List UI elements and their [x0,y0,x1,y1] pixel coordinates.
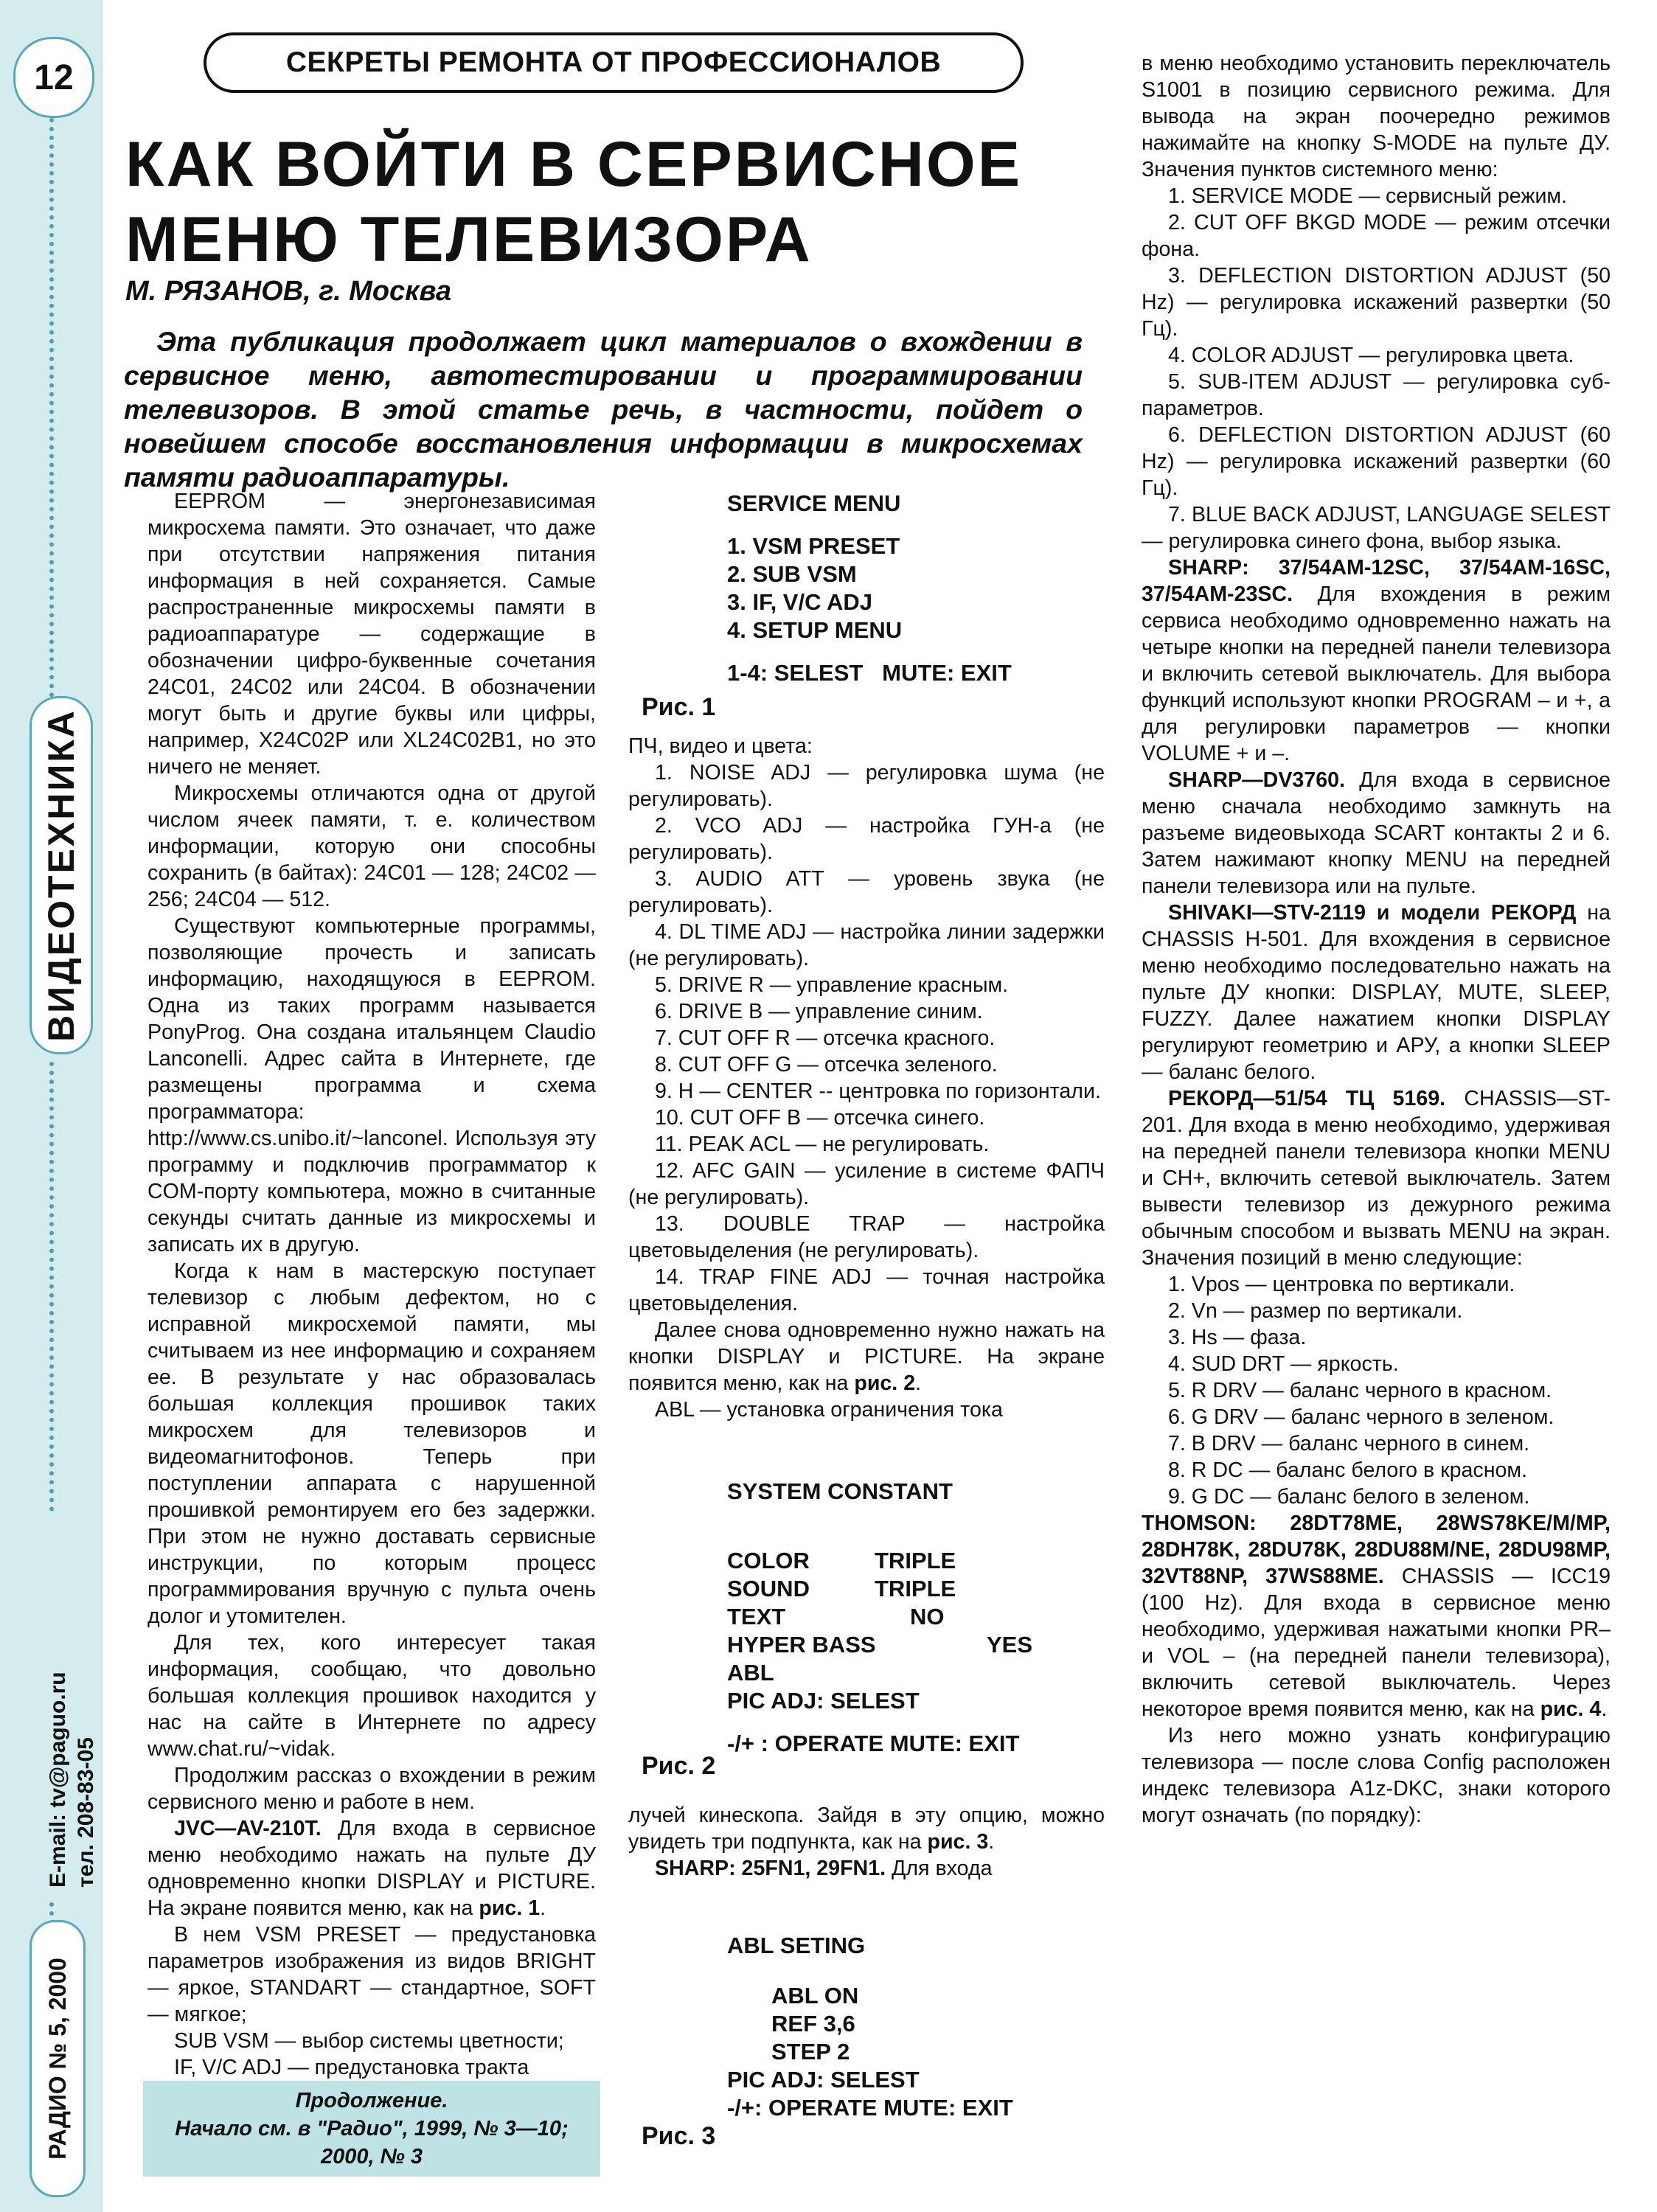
contact-phone: тел. 208-83-05 [74,1737,98,1888]
figure-ref: рис. 2 [854,1371,916,1395]
menu-item: ABL ON [771,1983,859,2008]
screen-footer: 1-4: SELEST MUTE: EXIT [727,660,1012,686]
text: . [988,1830,995,1854]
text: на CHASSIS H-501. Для вхождения в сервисное меню необходимо последовательно нажать на пульте ДУ кнопки: DISPLAY, MUTE, SLEEP, FUZZY. Далее нажатием кнопки DISPLAY регулируют геометрию и АРУ, а кнопки SLEEP — баланс белого. [1142,901,1611,1084]
article-title [125,127,1040,277]
menu-value: NO [910,1604,945,1630]
paragraph: ПЧ, видео и цвета: [628,734,813,758]
menu-item: 1. VSM PRESET [727,533,900,559]
menu-item: STEP 2 [771,2039,850,2065]
text: лучей кинескопа. Зайдя в эту опцию, можно увидеть три подпункта, как на [628,1804,1105,1854]
screen-footer: -/+: OPERATE MUTE: EXIT [727,2095,1013,2121]
title-line-1: КАК ВОЙТИ В СЕРВИСНОЕ [125,129,1023,200]
column-2-bottom [628,1802,1105,1882]
model-heading: SHARP: 37/54AM-12SC, 37/54AM-16SC, 37/54AM-23SC. [1142,556,1611,606]
list-item: 9. H — CENTER -- центровка по горизонтали. [655,1079,1101,1103]
menu-key: SOUND [727,1576,810,1601]
list-item: 13. DOUBLE TRAP — настройка цветовыделения (не регулировать). [628,1212,1105,1262]
figure-3-screen [727,1932,1013,2122]
paragraph: EEPROM — энергонезависимая микросхема памяти. Это означает, что даже при отсутствии напряжения питания информация в ней сохраняется. Самые распространенные микросхемы памяти в радиоаппаратуре — содержащие в обозначении цифро-буквенные сочетания 24C01, 24C02 или 24C04. В обозначении могут быть и другие буквы или цифры, например, X24C02P или XL24C02B1, но это ничего не меняет. [147,490,596,779]
list-item: 9. G DC — баланс белого в зеленом. [1168,1485,1530,1509]
menu-row [727,1575,1081,1603]
model-heading: SHARP—DV3760. [1168,768,1345,792]
section-tag: ВИДЕОТЕХНИКА [29,696,93,1054]
section-header: СЕКРЕТЫ РЕМОНТА ОТ ПРОФЕССИОНАЛОВ [204,32,1024,93]
list-item: 10. CUT OFF B — отсечка синего. [655,1106,985,1130]
model-heading: SHIVAKI—STV-2119 и модели РЕКОРД [1168,901,1577,925]
menu-key: COLOR [727,1548,810,1573]
paragraph: В нем VSM PRESET — предустановка параметров изображения из видов BRIGHT — яркое, STANDART — стандартное, SOFT — мягкое; [147,1923,596,2026]
figure-2-label: Рис. 2 [642,1752,716,1780]
column-2-top [628,733,1105,1423]
text: . [540,1896,546,1920]
list-item: 6. G DRV — баланс черного в зеленом. [1168,1405,1554,1429]
screen-title: SYSTEM CONSTANT [727,1478,953,1504]
list-item: 7. CUT OFF R — отсечка красного. [655,1026,996,1050]
menu-item: 2. SUB VSM [727,561,857,587]
paragraph [628,1855,1105,1882]
figure-ref: рис. 4 [1540,1697,1602,1721]
paragraph [1142,900,1611,1085]
list-item: 6. DRIVE B — управление синим. [655,1000,983,1023]
figure-1-label: Рис. 1 [642,693,716,721]
paragraph: Когда к нам в мастерскую поступает телевизор с любым дефектом, но с исправной микросхемой памяти, мы считываем из нее информацию и сохраняем ее. В результате у нас образовалась большая коллекция прошивок таких микросхем для телевизоров и видеомагнитофонов. Теперь при поступлении аппарата с нарушенной прошивкой ремонтируем его без задержки. При этом не нужно доставать сервисные инструкции, по которым процесс программирования вручную с пульта очень долог и утомителен. [147,1259,596,1628]
menu-row [727,1659,1081,1687]
list-item: 5. DRIVE R — управление красным. [655,973,1009,997]
figure-ref: рис. 1 [479,1896,541,1920]
model-heading: THOMSON: 28DT78ME, 28WS78KE/M/MP, 28DH78K, 28DU78K, 28DU88M/NE, 28DU98MP, 32VT88NP, 37WS88ME. [1142,1512,1611,1588]
text: Для вхождения в режим сервиса необходимо одновременно нажать на четыре кнопки на передней панели телевизора и включить сетевой выключатель. Для выбора функций используют кнопки PROGRAM – и +, а для регулировки параметров — кнопки VOLUME + и –. [1142,582,1611,765]
menu-row [727,1547,1081,1575]
list-item: 8. R DC — баланс белого в красном. [1168,1458,1528,1482]
paragraph: IF, V/C ADJ — предустановка тракта [174,2056,529,2079]
figure-2-screen [727,1478,1081,1758]
paragraph: Микросхемы отличаются одна от другой числом ячеек памяти, т. е. количеством информации, которую они способны сохранить (в байтах): 24C01 — 128; 24C02 — 256; 24C04 — 512. [147,782,596,911]
menu-item: REF 3,6 [771,2011,855,2037]
menu-value: YES [987,1632,1033,1658]
list-item: 1. NOISE ADJ — регулировка шума (не регулировать). [628,761,1105,811]
continuation-line: Начало см. в "Радио", 1999, № 3—10; [175,2117,569,2140]
list-item: 1. Vpos — центровка по вертикали. [1168,1273,1515,1296]
paragraph [628,1317,1105,1397]
continuation-line: 2000, № 3 [320,2145,423,2168]
screen-footer: -/+ : OPERATE MUTE: EXIT [727,1731,1020,1756]
menu-key: PIC ADJ: SELEST [727,1688,920,1714]
list-item: 4. SUD DRT — яркость. [1168,1352,1399,1376]
list-item: 7. BLUE BACK ADJUST, LANGUAGE SELEST — регулировка синего фона, выбор языка. [1142,503,1611,553]
list-item: 2. Vn — размер по вертикали. [1168,1299,1463,1323]
article-author: М. РЯЗАНОВ, г. Москва [125,276,452,307]
paragraph: ABL — установка ограничения тока [655,1398,1003,1422]
list-item: 7. B DRV — баланс черного в синем. [1168,1432,1530,1455]
title-line-2: МЕНЮ ТЕЛЕВИЗОРА [125,204,813,275]
figure-1-screen [727,490,1012,687]
list-item: 5. SUB-ITEM ADJUST — регулировка суб-параметров. [1142,370,1611,420]
list-item: 3. Hs — фаза. [1168,1326,1307,1349]
text: . [915,1371,922,1395]
paragraph [1142,767,1611,900]
menu-row [727,1603,1081,1631]
menu-key: HYPER BASS [727,1632,876,1658]
list-item: 1. SERVICE MODE — сервисный режим. [1168,184,1568,208]
list-item: 4. DL TIME ADJ — настройка линии задержки (не регулировать). [628,920,1105,970]
list-item: 5. R DRV — баланс черного в красном. [1168,1379,1552,1402]
text: CHASSIS — ICC19 (100 Hz). Для входа в сервисное меню необходимо, удерживая нажатыми кнопки PR– и VOL – (на передней панели телевизора), включить сетевой выключатель. Через некоторое время появится меню, как на [1142,1565,1611,1721]
list-item: 3. DEFLECTION DISTORTION ADJUST (50 Hz) — регулировка искажений развертки (50 Гц). [1142,264,1611,341]
text: Для входа в сервисное меню сначала необходимо замкнуть на разъеме видеовыхода SCART контакты 2 и 6. Затем нажимают кнопку MENU на передней панели телевизора или на пульте. [1142,768,1611,898]
column-3 [1142,50,1611,1829]
model-heading: РЕКОРД—51/54 ТЦ 5169. [1168,1087,1446,1110]
paragraph: Продолжим рассказ о вхождении в режим сервисного меню и работе в нем. [147,1764,596,1814]
text: CHASSIS—ST-201. Для входа в меню необходимо, удерживая на передней панели телевизора кнопки MENU и CH+, включить сетевой выключатель. Затем вывести телевизор из дежурного режима обычным способом и вызвать MENU на экран. Значения позиций в меню следующие: [1142,1087,1611,1270]
list-item: 6. DEFLECTION DISTORTION ADJUST (60 Hz) — регулировка искажений развертки (60 Гц). [1142,423,1611,500]
list-item: 2. VCO ADJ — настройка ГУН-а (не регулировать). [628,814,1105,864]
paragraph: Существуют компьютерные программы, позволяющие прочесть и записать информацию, находящуюся в EEPROM. Одна из таких программ называется PonyProg. Она создана итальянцем Claudio Lanconelli. Адрес сайта в Интернете, где размещены программа и схема программатора: http://www.cs.unibo.it/~lanconel. Используя эту программу и подключив программатор к COM-порту компьютера, можно в считанные секунды считать данные из микросхемы и записать их в другую. [147,914,596,1256]
list-item: 12. AFC GAIN — усиление в системе ФАПЧ (не регулировать). [628,1159,1105,1209]
paragraph-jvc [147,1815,596,1921]
paragraph: Для тех, кого интересует такая информация, сообщаю, что довольно большая коллекция прошивок находится у нас на сайте в Интернете по адресу www.chat.ru/~vidak. [147,1631,596,1761]
dotted-line-middle [49,1062,54,1512]
page-number: 12 [13,37,94,118]
text: Для входа в сервисное меню необходимо нажать на пульте ДУ одновременно кнопки DISPLAY и PICTURE. На экране появится меню, как на [147,1817,596,1920]
text: Для входа [886,1857,993,1880]
figure-3-label: Рис. 3 [642,2122,716,2150]
menu-value: TRIPLE [875,1576,956,1601]
list-item: 8. CUT OFF G — отсечка зеленого. [655,1053,998,1077]
issue-tag: РАДИО № 5, 2000 [29,1920,86,2197]
menu-key: TEXT [727,1604,786,1630]
model-heading: JVC—AV-210T. [174,1817,322,1840]
menu-key: ABL [727,1660,774,1686]
continuation-line: Продолжение. [295,2089,448,2112]
menu-item: 3. IF, V/C ADJ [727,589,872,615]
menu-row [727,1631,1081,1659]
paragraph: Из него можно узнать конфигурацию телевизора — после слова Config расположен индекс телевизора A1z-DKC, знаки которого могут означать (по порядку): [1142,1724,1611,1827]
screen-title: SERVICE MENU [727,490,901,516]
paragraph [1142,1085,1611,1271]
contact-email: E-mail: tv@paguo.ru [46,1672,70,1888]
paragraph [1142,554,1611,767]
menu-row [727,1687,1081,1715]
list-item: 11. PEAK ACL — не регулировать. [655,1133,990,1156]
menu-item: PIC ADJ: SELEST [727,2067,920,2093]
article-lead: Эта публикация продолжает цикл материалов о вхождении в сервисное меню, автотестировании и программировании телевизоров. В этой статье речь, в частности, пойдет о новейшем способе восстановления информации в микросхемах памяти радиоаппаратуры. [124,326,1083,493]
paragraph [628,1802,1105,1855]
continuation-note [143,2081,600,2177]
screen-title: ABL SETING [727,1933,866,1958]
menu-value: TRIPLE [875,1548,956,1573]
column-1 [147,488,596,2081]
model-heading: SHARP: 25FN1, 29FN1. [655,1857,886,1880]
paragraph: SUB VSM — выбор системы цветности; [174,2029,564,2053]
list-item: 14. TRAP FINE ADJ — точная настройка цветовыделения. [628,1265,1105,1315]
sidebar [0,0,103,2212]
text: Далее снова одновременно нужно нажать на кнопки DISPLAY и PICTURE. На экране появится меню, как на [628,1318,1105,1395]
figure-ref: рис. 3 [927,1830,989,1854]
paragraph: в меню необходимо установить переключатель S1001 в позицию сервисного режима. Для вывода на экран поочередно режимов нажимайте на кнопку S-MODE на пульте ДУ. Значения пунктов системного меню: [1142,52,1611,181]
list-item: 3. AUDIO ATT — уровень звука (не регулировать). [628,867,1105,917]
list-item: 4. COLOR ADJUST — регулировка цвета. [1168,344,1574,367]
menu-item: 4. SETUP MENU [727,617,903,643]
paragraph [1142,1510,1611,1722]
list-item: 2. CUT OFF BKGD MODE — режим отсечки фона. [1142,211,1611,261]
text: . [1601,1697,1608,1721]
